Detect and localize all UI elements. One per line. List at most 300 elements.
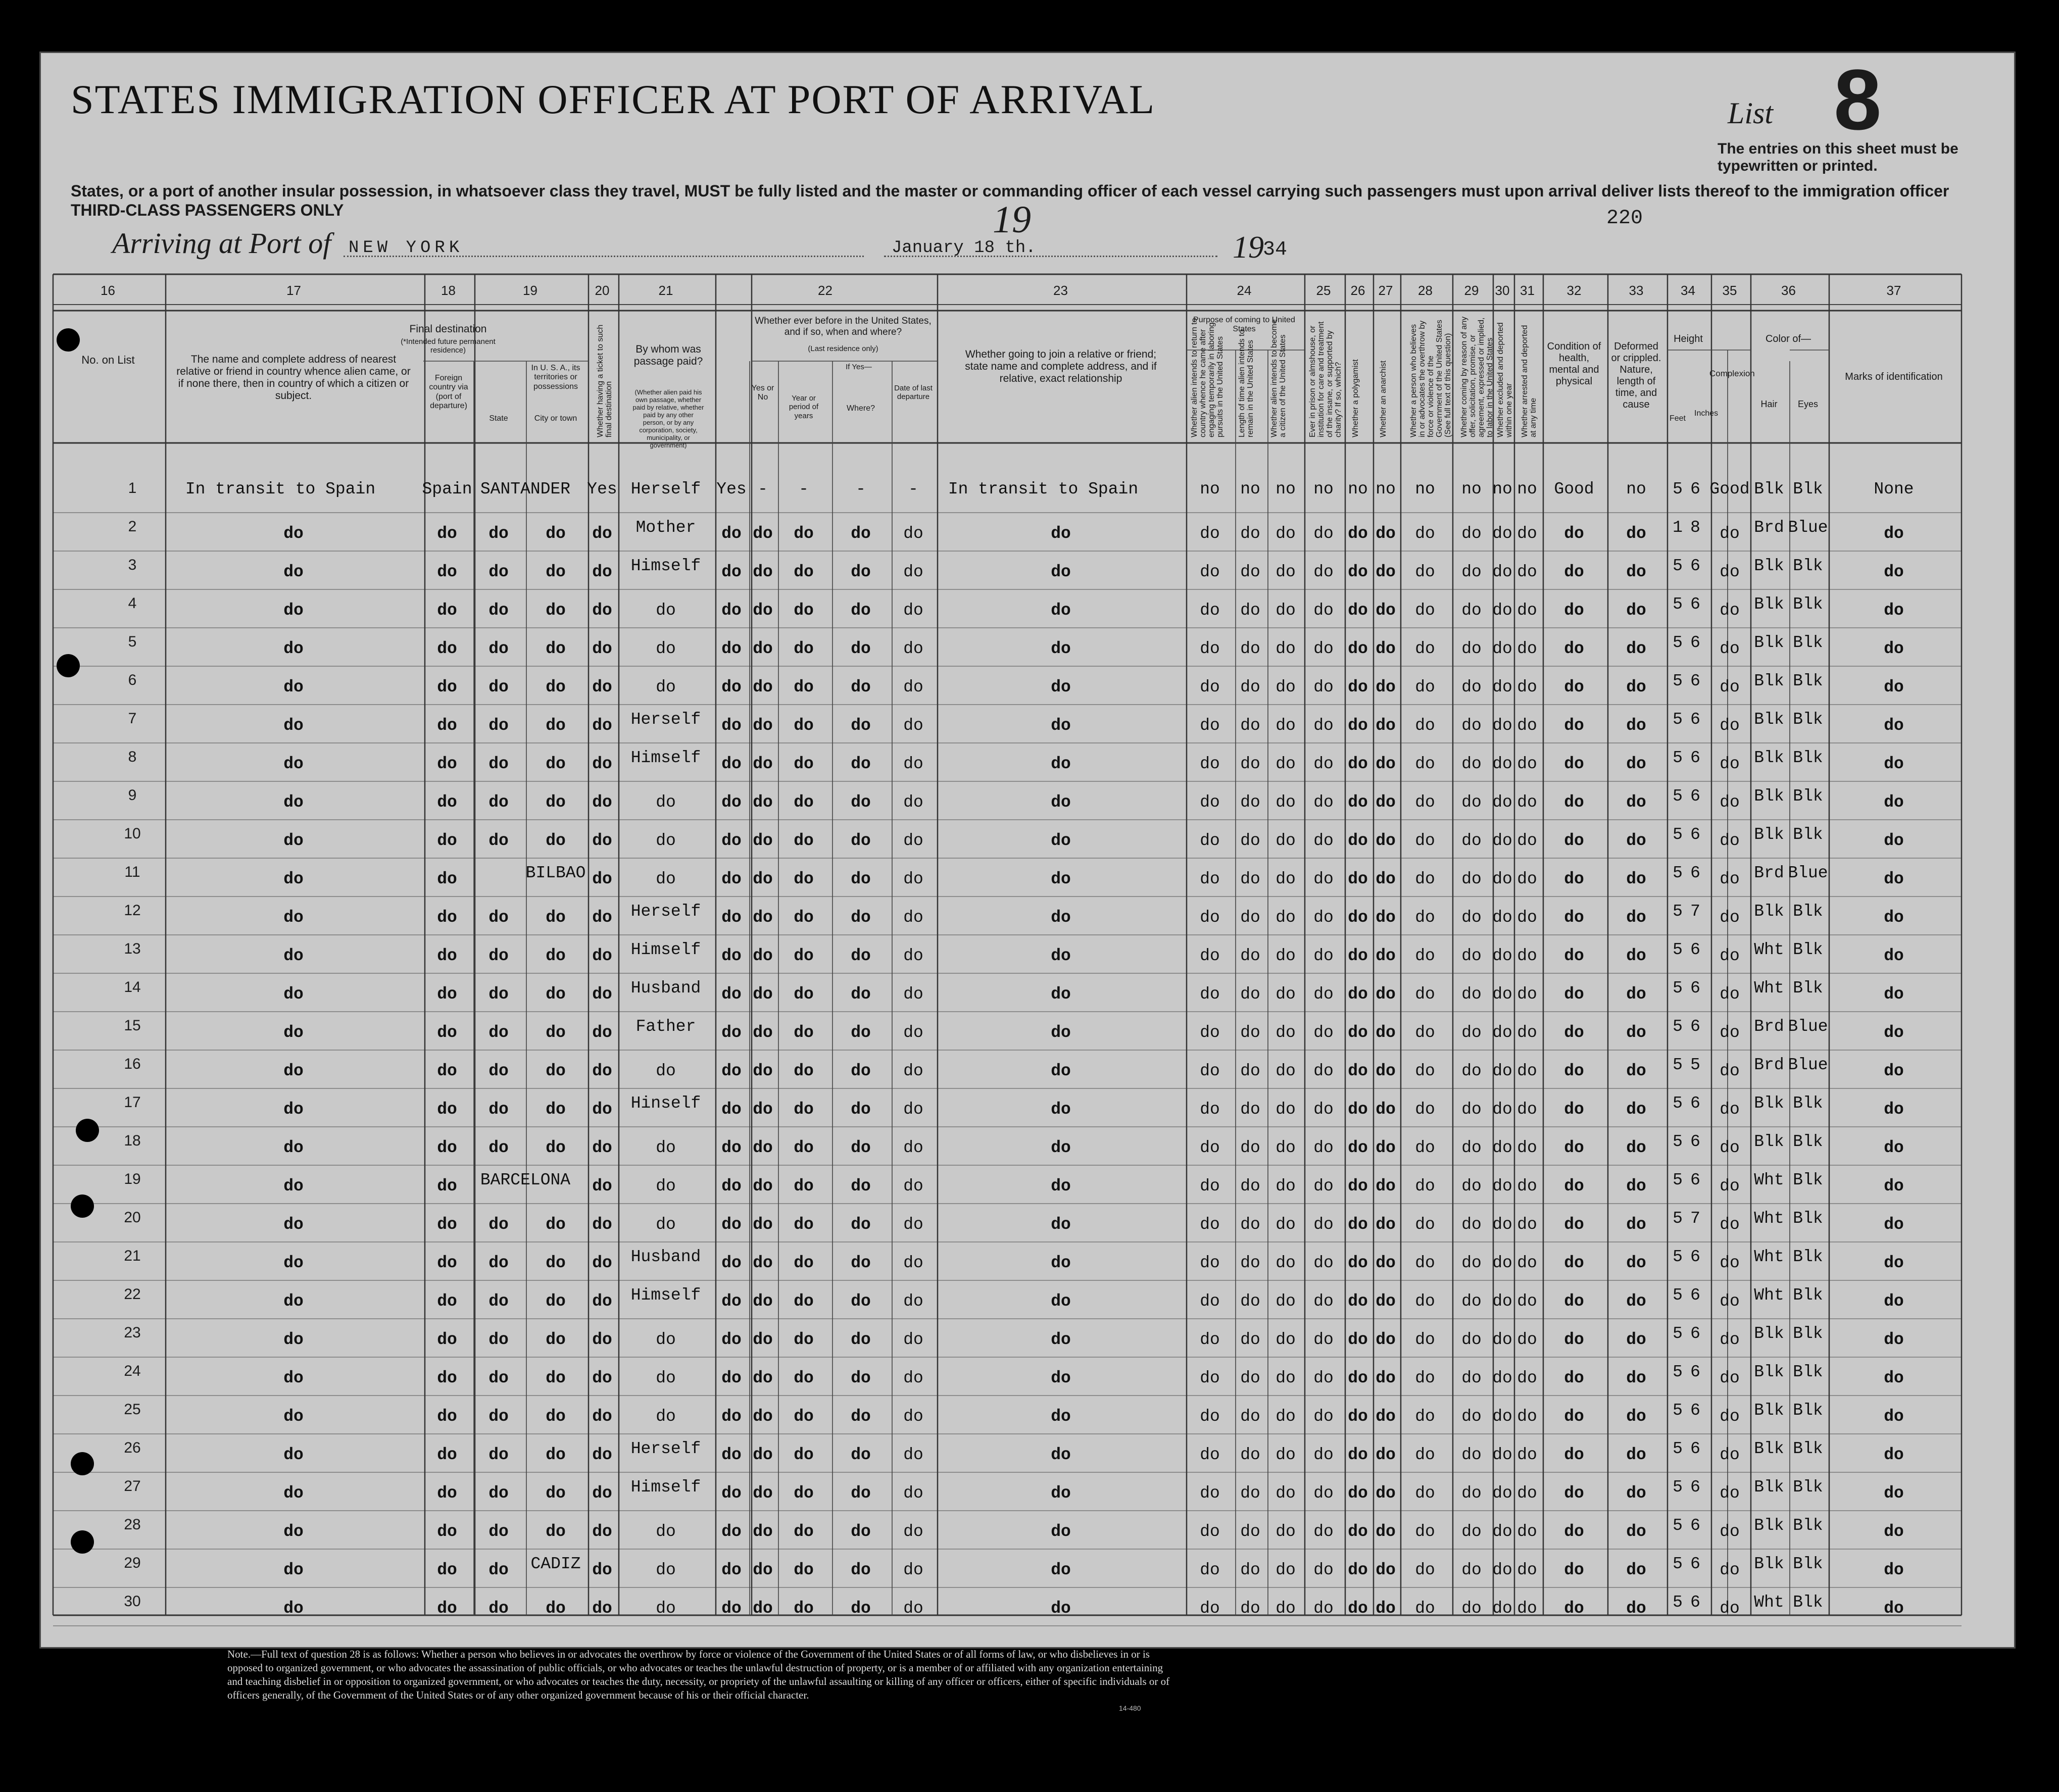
- header-city: City or town: [534, 414, 577, 423]
- cell-p24b: do: [1240, 1254, 1260, 1272]
- column-number: 21: [658, 283, 673, 298]
- cell-join: do: [1051, 639, 1071, 658]
- cell-q27: do: [1376, 1254, 1396, 1272]
- cell-join: do: [1051, 1407, 1071, 1426]
- cell-deformed: do: [1626, 755, 1646, 773]
- cell-marks: do: [1884, 793, 1904, 812]
- cell-join: do: [1051, 1100, 1071, 1119]
- cell-health: do: [1564, 1292, 1584, 1311]
- row-number: 12: [124, 902, 141, 919]
- cell-where: do: [851, 755, 871, 773]
- cell-health: Good: [1554, 480, 1594, 499]
- cell-year: do: [794, 1330, 814, 1349]
- column-number: 28: [1418, 283, 1433, 298]
- row-number: 23: [124, 1324, 141, 1341]
- cell-feet: 5: [1673, 633, 1683, 652]
- cell-q26: do: [1348, 1369, 1368, 1387]
- cell-q30: do: [1492, 1023, 1512, 1042]
- cell-q25: do: [1313, 755, 1334, 773]
- cell-relative: do: [283, 1138, 304, 1157]
- cell-inches: 6: [1690, 1094, 1700, 1113]
- cell-complexion: do: [1720, 870, 1740, 888]
- cell-country: do: [437, 908, 457, 927]
- row-number: 2: [128, 518, 137, 535]
- cell-country: do: [437, 1215, 457, 1234]
- cell-eyes: Blk: [1793, 710, 1823, 729]
- cell-city: do: [546, 1484, 566, 1503]
- cell-relative: do: [283, 1484, 304, 1503]
- cell-q27: do: [1376, 1446, 1396, 1464]
- cell-complexion: do: [1720, 1522, 1740, 1541]
- cell-eyes: Blk: [1793, 1209, 1823, 1228]
- cell-q25: do: [1313, 601, 1334, 620]
- header-inches: Inches: [1694, 409, 1719, 418]
- cell-health: do: [1564, 639, 1584, 658]
- cell-p24c: do: [1276, 1062, 1296, 1080]
- cell-eyes: Blk: [1793, 1171, 1823, 1189]
- cell-yn: do: [753, 1522, 773, 1541]
- cell-country: do: [437, 601, 457, 620]
- cell-inches: 6: [1690, 1017, 1700, 1036]
- cell-q28: do: [1415, 1292, 1435, 1311]
- cell-year: do: [794, 908, 814, 927]
- cell-q31: do: [1517, 1177, 1537, 1196]
- cell-q27: do: [1376, 524, 1396, 543]
- list-label: List: [1728, 96, 1774, 130]
- cell-health: do: [1564, 716, 1584, 735]
- column-number: 23: [1053, 283, 1068, 298]
- cell-dep: -: [908, 480, 918, 499]
- cell-paid: Himself: [630, 1286, 701, 1305]
- cell-complexion: do: [1720, 985, 1740, 1004]
- cell-p24b: do: [1240, 1138, 1260, 1157]
- column-number: 20: [595, 283, 610, 298]
- cell-health: do: [1564, 563, 1584, 581]
- punch-hole: [57, 654, 80, 677]
- cell-year: -: [799, 480, 809, 499]
- cell-paid: do: [656, 1215, 676, 1234]
- cell-ticket: do: [592, 1062, 612, 1080]
- cell-dep: do: [903, 1369, 923, 1387]
- row-number: 6: [128, 672, 137, 688]
- cell-relative: do: [283, 1522, 304, 1541]
- cell-marks: do: [1884, 601, 1904, 620]
- cell-complexion: do: [1720, 1062, 1740, 1080]
- cell-relative: do: [283, 716, 304, 735]
- cell-eyes: Blk: [1793, 1593, 1823, 1612]
- cell-q31: do: [1517, 831, 1537, 850]
- cell-p24a: do: [1200, 639, 1220, 658]
- cell-dep: do: [903, 1599, 923, 1618]
- cell-q30: do: [1492, 524, 1512, 543]
- cell-deformed: do: [1626, 1254, 1646, 1272]
- cell-state: do: [488, 1446, 509, 1464]
- cell-p24c: do: [1276, 639, 1296, 658]
- cell-state: do: [488, 1522, 509, 1541]
- cell-inches: 6: [1690, 710, 1700, 729]
- cell-complexion: do: [1720, 1484, 1740, 1503]
- cell-where: do: [851, 601, 871, 620]
- cell-marks: do: [1884, 1254, 1904, 1272]
- cell-ticket: do: [592, 793, 612, 812]
- cell-marks: do: [1884, 755, 1904, 773]
- cell-q27: do: [1376, 831, 1396, 850]
- cell-q28: do: [1415, 1484, 1435, 1503]
- cell-deformed: do: [1626, 793, 1646, 812]
- cell-q27: do: [1376, 563, 1396, 581]
- cell-q31: do: [1517, 601, 1537, 620]
- cell-p24a: do: [1200, 1023, 1220, 1042]
- cell-yn: do: [753, 1100, 773, 1119]
- cell-complexion: do: [1720, 563, 1740, 581]
- cell-q27: do: [1376, 1599, 1396, 1618]
- cell-year: do: [794, 1599, 814, 1618]
- cell-yn: do: [753, 985, 773, 1004]
- cell-yn: do: [753, 1330, 773, 1349]
- cell-paid: do: [656, 1522, 676, 1541]
- header-year-period: Year or period of years: [789, 394, 819, 420]
- cell-hair: Blk: [1754, 825, 1784, 844]
- cell-relative: do: [283, 1292, 304, 1311]
- cell-fifty: do: [721, 524, 742, 543]
- cell-yn: do: [753, 1062, 773, 1080]
- cell-city: BILBAO: [525, 864, 586, 882]
- cell-fifty: do: [721, 1292, 742, 1311]
- cell-q31: do: [1517, 1522, 1537, 1541]
- cell-inches: 6: [1690, 1516, 1700, 1535]
- cell-year: do: [794, 1407, 814, 1426]
- cell-marks: do: [1884, 716, 1904, 735]
- cell-p24c: do: [1276, 1215, 1296, 1234]
- cell-ticket: Yes: [587, 480, 617, 499]
- cell-eyes: Blk: [1793, 1132, 1823, 1151]
- cell-q25: do: [1313, 985, 1334, 1004]
- cell-q25: do: [1313, 1215, 1334, 1234]
- cell-eyes: Blk: [1793, 1439, 1823, 1458]
- cell-inches: 6: [1690, 1171, 1700, 1189]
- cell-q30: do: [1492, 1484, 1512, 1503]
- cell-q27: do: [1376, 1177, 1396, 1196]
- row-number: 19: [124, 1171, 141, 1187]
- cell-p24b: do: [1240, 870, 1260, 888]
- cell-q29: do: [1461, 524, 1482, 543]
- cell-fifty: do: [721, 908, 742, 927]
- cell-q28: do: [1415, 831, 1435, 850]
- cell-yn: do: [753, 1407, 773, 1426]
- cell-p24a: do: [1200, 793, 1220, 812]
- cell-relative: do: [283, 601, 304, 620]
- cell-relative: do: [283, 524, 304, 543]
- header-final-destination-note: (*Intended future permanent residence): [401, 337, 496, 355]
- header-relative: The name and complete address of nearest relative or friend in country whence alien came, or if none there, then in country of which a citizen or subject.: [176, 354, 411, 402]
- cell-dep: do: [903, 1177, 923, 1196]
- header-before-note: (Last residence only): [808, 344, 878, 353]
- cell-state: do: [488, 1100, 509, 1119]
- cell-fifty: do: [721, 1177, 742, 1196]
- cell-p24b: do: [1240, 1100, 1260, 1119]
- cell-hair: Blk: [1754, 710, 1784, 729]
- punch-hole: [71, 1194, 94, 1218]
- cell-marks: do: [1884, 1062, 1904, 1080]
- cell-city: do: [546, 1023, 566, 1042]
- cell-inches: 6: [1690, 787, 1700, 806]
- cell-where: do: [851, 1369, 871, 1387]
- cell-dep: do: [903, 1484, 923, 1503]
- cell-q30: do: [1492, 1254, 1512, 1272]
- cell-p24a: do: [1200, 1561, 1220, 1579]
- cell-feet: 5: [1673, 1363, 1683, 1381]
- cell-hair: Brd: [1754, 518, 1784, 537]
- cell-health: do: [1564, 1023, 1584, 1042]
- cell-q28: do: [1415, 1023, 1435, 1042]
- cell-feet: 5: [1673, 480, 1683, 499]
- cell-q25: do: [1313, 1330, 1334, 1349]
- cell-p24a: no: [1200, 480, 1220, 499]
- cell-inches: 6: [1690, 1401, 1700, 1420]
- cell-q30: do: [1492, 639, 1512, 658]
- cell-eyes: Blk: [1793, 1324, 1823, 1343]
- cell-feet: 5: [1673, 1478, 1683, 1497]
- cell-city: do: [546, 755, 566, 773]
- cell-p24a: do: [1200, 947, 1220, 965]
- cell-health: do: [1564, 1254, 1584, 1272]
- cell-eyes: Blk: [1793, 940, 1823, 959]
- cell-where: do: [851, 1522, 871, 1541]
- header-anarchist: Whether an anarchist: [1379, 360, 1388, 437]
- cell-inches: 6: [1690, 749, 1700, 767]
- cell-q26: do: [1348, 716, 1368, 735]
- cell-paid: Himself: [630, 557, 701, 575]
- cell-state: do: [488, 1330, 509, 1349]
- cell-state: do: [488, 947, 509, 965]
- cell-fifty: do: [721, 793, 742, 812]
- cell-join: do: [1051, 1484, 1071, 1503]
- cell-q30: do: [1492, 985, 1512, 1004]
- cell-q29: do: [1461, 563, 1482, 581]
- cell-q31: do: [1517, 1292, 1537, 1311]
- cell-marks: do: [1884, 1599, 1904, 1618]
- cell-q27: do: [1376, 1484, 1396, 1503]
- cell-p24c: do: [1276, 947, 1296, 965]
- header-foreign-country: Foreign country via (port of departure): [429, 374, 468, 411]
- cell-p24a: do: [1200, 716, 1220, 735]
- cell-ticket: do: [592, 1446, 612, 1464]
- cell-health: do: [1564, 1484, 1584, 1503]
- cell-state: do: [488, 639, 509, 658]
- cell-p24a: do: [1200, 1177, 1220, 1196]
- cell-q29: do: [1461, 678, 1482, 696]
- cell-hair: Blk: [1754, 480, 1784, 499]
- cell-q31: do: [1517, 563, 1537, 581]
- cell-q28: do: [1415, 755, 1435, 773]
- cell-fifty: do: [721, 1599, 742, 1618]
- cell-paid: Herself: [630, 902, 701, 921]
- cell-city: do: [546, 1100, 566, 1119]
- cell-yn: do: [753, 1599, 773, 1618]
- cell-state: do: [488, 678, 509, 696]
- cell-q27: do: [1376, 908, 1396, 927]
- year-suffix: 34: [1263, 238, 1288, 261]
- cell-q30: do: [1492, 1100, 1512, 1119]
- cell-q26: do: [1348, 678, 1368, 696]
- cell-q31: no: [1517, 480, 1537, 499]
- cell-country: do: [437, 1369, 457, 1387]
- row-number: 18: [124, 1132, 141, 1149]
- cell-p24a: do: [1200, 1522, 1220, 1541]
- cell-q28: do: [1415, 678, 1435, 696]
- cell-deformed: do: [1626, 870, 1646, 888]
- header-purpose-c: Whether alien intends to become a citizen of the United States: [1270, 319, 1287, 437]
- cell-deformed: do: [1626, 1561, 1646, 1579]
- cell-p24b: do: [1240, 755, 1260, 773]
- cell-p24b: do: [1240, 639, 1260, 658]
- cell-p24b: do: [1240, 1330, 1260, 1349]
- cell-p24a: do: [1200, 1292, 1220, 1311]
- cell-year: do: [794, 1446, 814, 1464]
- cell-p24b: do: [1240, 1522, 1260, 1541]
- cell-p24a: do: [1200, 524, 1220, 543]
- year-prefix: 19: [1233, 230, 1264, 265]
- header-purpose-a: Whether alien intends to return to country whence he came after engaging temporarily in laboring pursuits in the United States: [1190, 318, 1224, 437]
- cell-yn: do: [753, 908, 773, 927]
- cell-paid: do: [656, 639, 676, 658]
- cell-feet: 5: [1673, 940, 1683, 959]
- header-q29: Whether coming by reason of any offer, solicitation, promise, or agreement, expressed or implied, to labor in the United States: [1460, 316, 1494, 437]
- cell-q31: do: [1517, 947, 1537, 965]
- cell-eyes: Blk: [1793, 1555, 1823, 1573]
- cell-q25: do: [1313, 870, 1334, 888]
- cell-city: do: [546, 1138, 566, 1157]
- cell-q29: do: [1461, 1062, 1482, 1080]
- cell-p24b: do: [1240, 1407, 1260, 1426]
- cell-q27: no: [1376, 480, 1396, 499]
- cell-health: do: [1564, 793, 1584, 812]
- cell-p24a: do: [1200, 1599, 1220, 1618]
- cell-q26: do: [1348, 985, 1368, 1004]
- cell-q29: do: [1461, 1138, 1482, 1157]
- cell-feet: 5: [1673, 1248, 1683, 1266]
- cell-deformed: do: [1626, 985, 1646, 1004]
- cell-paid: Herself: [630, 710, 701, 729]
- header-date-departure: Date of last departure: [894, 384, 933, 402]
- cell-p24b: do: [1240, 716, 1260, 735]
- cell-feet: 5: [1673, 1171, 1683, 1189]
- cell-yn: do: [753, 601, 773, 620]
- cell-complexion: Good: [1709, 480, 1750, 499]
- header-before-in-us: Whether ever before in the United States, and if so, when and where?: [755, 316, 932, 337]
- cell-p24a: do: [1200, 563, 1220, 581]
- cell-state: do: [488, 1023, 509, 1042]
- cell-ticket: do: [592, 1599, 612, 1618]
- cell-q30: do: [1492, 1215, 1512, 1234]
- cell-city: do: [546, 563, 566, 581]
- row-number: 5: [128, 633, 137, 650]
- cell-q29: do: [1461, 601, 1482, 620]
- row-number: 1: [128, 480, 137, 496]
- cell-q30: do: [1492, 601, 1512, 620]
- row-number: 25: [124, 1401, 141, 1418]
- cell-eyes: Blue: [1788, 1017, 1828, 1036]
- cell-q25: do: [1313, 1062, 1334, 1080]
- cell-state: do: [488, 716, 509, 735]
- cell-join: do: [1051, 1023, 1071, 1042]
- cell-dep: do: [903, 1292, 923, 1311]
- cell-dep: do: [903, 601, 923, 620]
- cell-p24c: do: [1276, 793, 1296, 812]
- cell-q27: do: [1376, 1330, 1396, 1349]
- cell-fifty: do: [721, 1254, 742, 1272]
- cell-eyes: Blue: [1788, 864, 1828, 882]
- cell-feet: 5: [1673, 1017, 1683, 1036]
- cell-deformed: do: [1626, 1138, 1646, 1157]
- punch-hole: [76, 1119, 99, 1142]
- cell-q28: do: [1415, 1407, 1435, 1426]
- cell-dep: do: [903, 1522, 923, 1541]
- cell-q30: do: [1492, 1330, 1512, 1349]
- cell-complexion: do: [1720, 1100, 1740, 1119]
- cell-q27: do: [1376, 1522, 1396, 1541]
- cell-p24c: do: [1276, 1254, 1296, 1272]
- cell-q27: do: [1376, 601, 1396, 620]
- cell-q25: do: [1313, 524, 1334, 543]
- row-number: 10: [124, 825, 141, 842]
- cell-p24b: do: [1240, 908, 1260, 927]
- cell-yn: do: [753, 1254, 773, 1272]
- cell-dep: do: [903, 563, 923, 581]
- cell-marks: do: [1884, 1561, 1904, 1579]
- cell-deformed: do: [1626, 524, 1646, 543]
- cell-state: do: [488, 1292, 509, 1311]
- cell-q31: do: [1517, 1484, 1537, 1503]
- cell-hair: Wht: [1754, 979, 1784, 998]
- footnote: Note.—Full text of question 28 is as follows: Whether a person who believes in or advocates the overthrow by force or violence of the Government of the United States or of all forms of law, or who disbelieves in or is opposed to organized government, or who advocates the assassination of public officials, or who advocates or teaches the unlawful destruction of property, or is a member of or affiliated with any organization entertaining and teaching disbelief in or opposition to organized government, or who advocates or teaches the duty, necessity, or propriety of the unlawful assaulting or killing of any officer or officers, either of specific individuals or of officers generally, of the Government of the United States or of any other organized government because of his or their official character.: [227, 1648, 1170, 1701]
- cell-country: do: [437, 1484, 457, 1503]
- cell-q25: do: [1313, 1100, 1334, 1119]
- column-number: 36: [1781, 283, 1796, 298]
- cell-relative: do: [283, 563, 304, 581]
- cell-p24b: do: [1240, 1177, 1260, 1196]
- cell-q31: do: [1517, 1254, 1537, 1272]
- cell-feet: 5: [1673, 1401, 1683, 1420]
- cell-q28: no: [1415, 480, 1435, 499]
- cell-relative: do: [283, 908, 304, 927]
- cell-q31: do: [1517, 716, 1537, 735]
- cell-relative: do: [283, 1561, 304, 1579]
- punch-hole: [71, 1530, 94, 1554]
- cell-q31: do: [1517, 1100, 1537, 1119]
- cell-inches: 6: [1690, 633, 1700, 652]
- cell-fifty: do: [721, 1369, 742, 1387]
- cell-q27: do: [1376, 1062, 1396, 1080]
- cell-inches: 7: [1690, 902, 1700, 921]
- header-eyes: Eyes: [1797, 399, 1819, 409]
- cell-country: do: [437, 1023, 457, 1042]
- cell-ticket: do: [592, 1369, 612, 1387]
- cell-year: do: [794, 678, 814, 696]
- cell-year: do: [794, 947, 814, 965]
- cell-p24c: do: [1276, 716, 1296, 735]
- row-number: 26: [124, 1439, 141, 1456]
- cell-q28: do: [1415, 716, 1435, 735]
- cell-p24c: do: [1276, 1023, 1296, 1042]
- cell-where: do: [851, 1215, 871, 1234]
- cell-relative: do: [283, 831, 304, 850]
- cell-q28: do: [1415, 524, 1435, 543]
- cell-paid: Hinself: [630, 1094, 701, 1113]
- cell-year: do: [794, 524, 814, 543]
- cell-country: do: [437, 639, 457, 658]
- cell-q25: do: [1313, 908, 1334, 927]
